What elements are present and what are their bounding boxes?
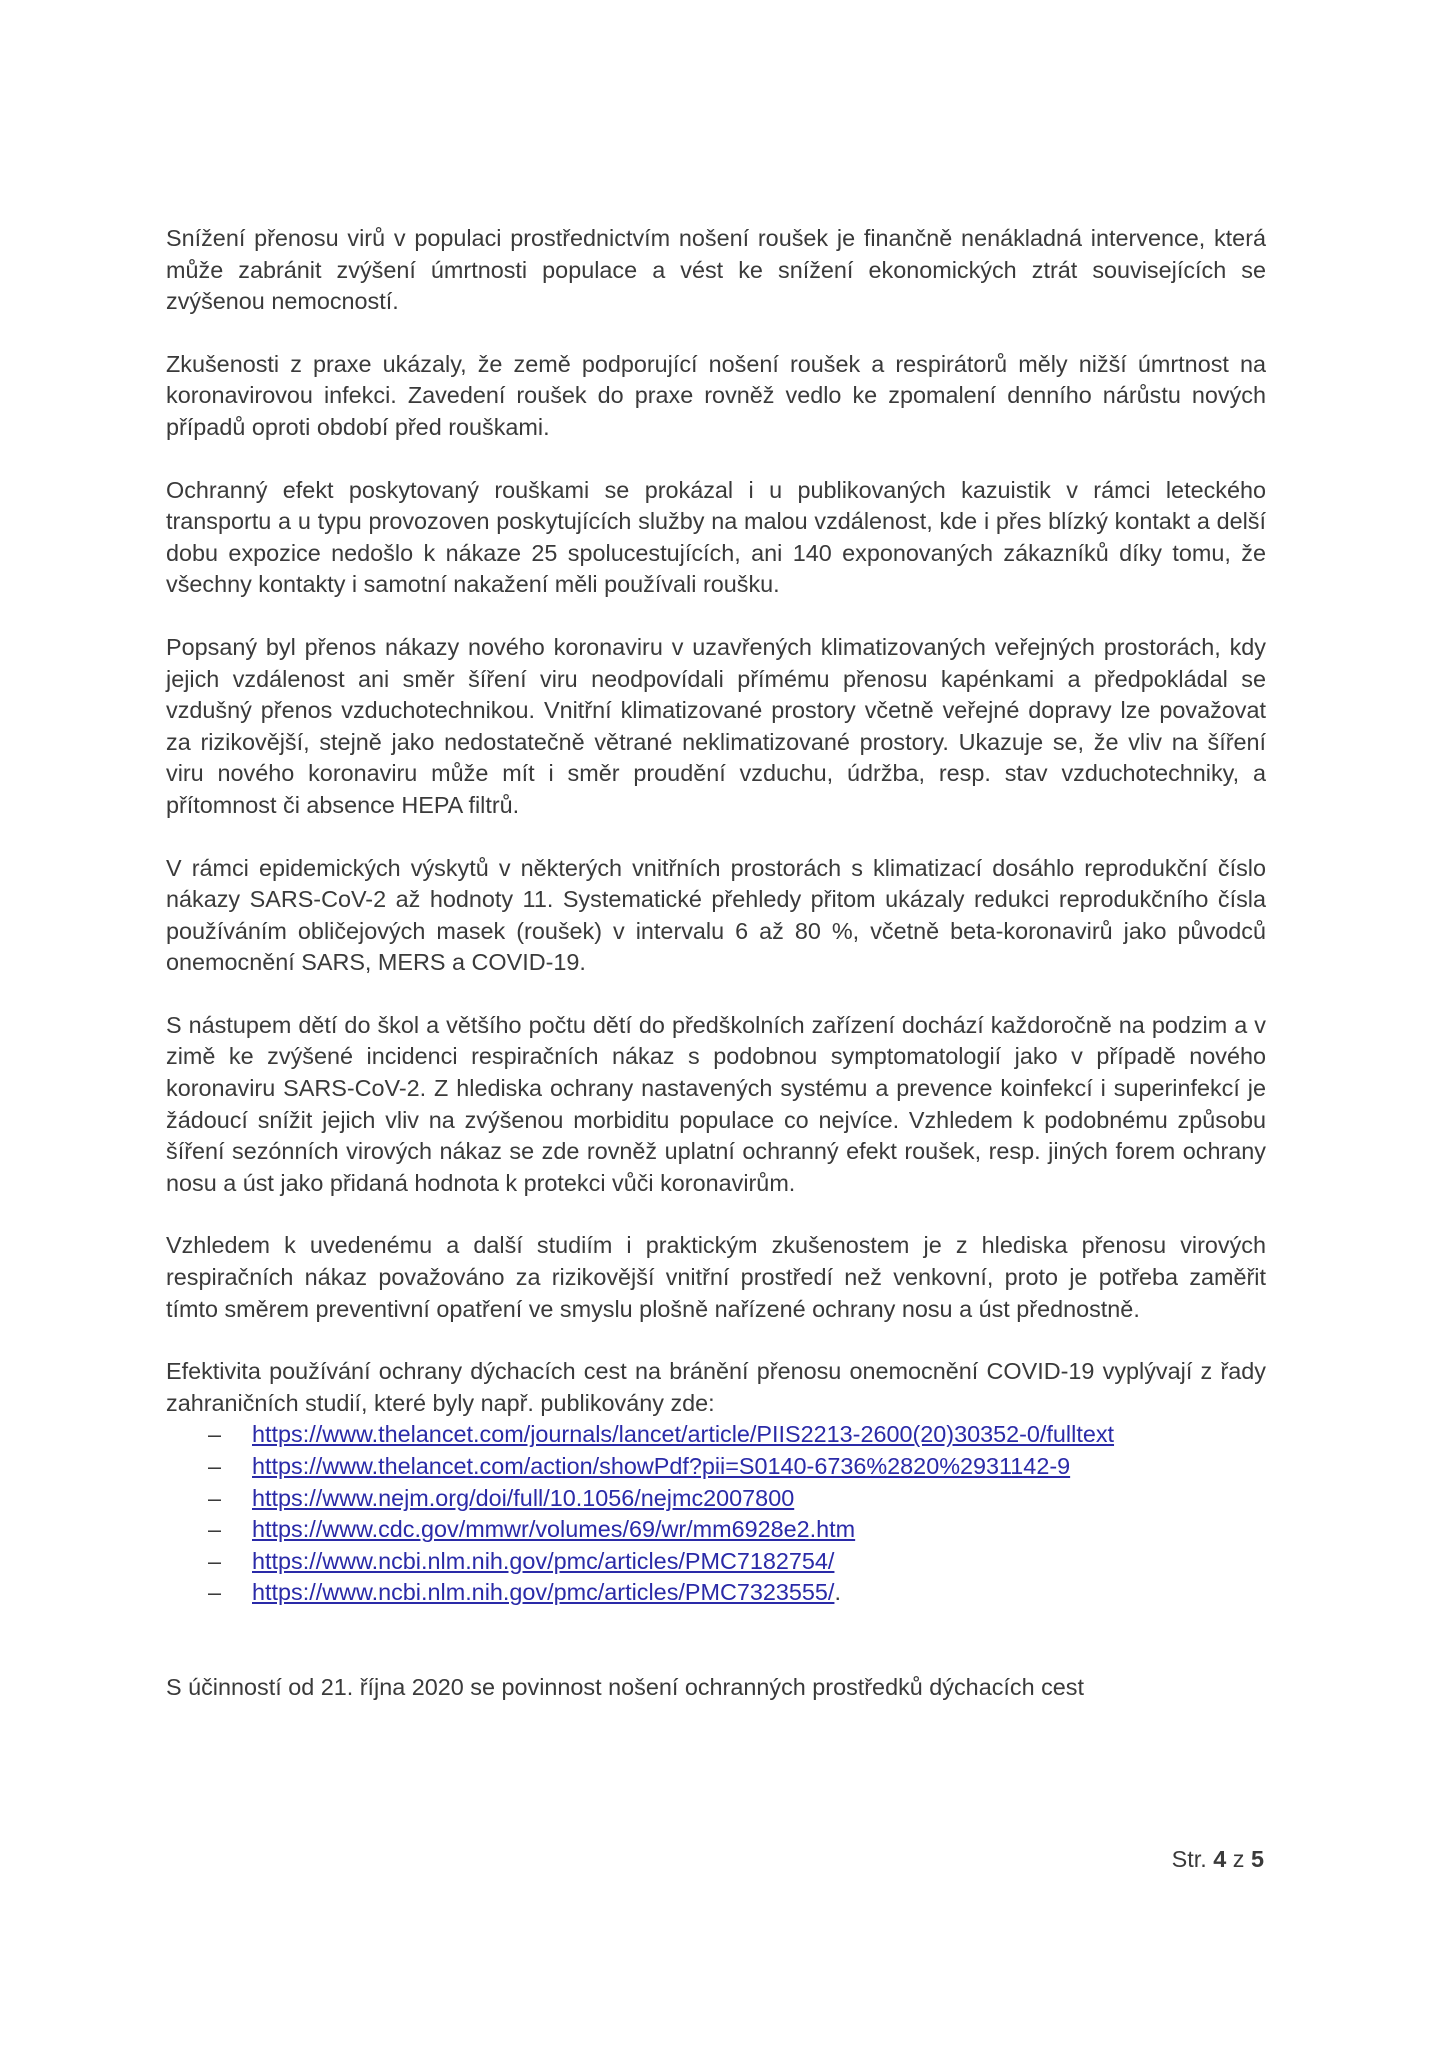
reference-link-ncbi-1[interactable]: https://www.ncbi.nlm.nih.gov/pmc/articles/PMC7182754/	[252, 1547, 835, 1574]
list-bullet: –	[208, 1484, 222, 1511]
reference-link-lancet-respiratory[interactable]: https://www.thelancet.com/journals/lancet/article/PIIS2213-2600(20)30352-0/fulltext	[252, 1421, 1115, 1448]
page-number	[1172, 1846, 1264, 1873]
paragraph-school-season: S nástupem dětí do škol a většího počtu dětí do předškolních zařízení dochází každoročně na podzim a v zimě ke zvýšené incidenci respiračních nákaz s podobnou symptomatologií jako v případě nového koronaviru SARS-CoV-2. Z hlediska ochrany nastavených systému a prevence koinfekcí i superinfekcí je žádoucí snížit jejich vliv na zvýšenou morbiditu populace co nejvíce. Vzhledem k podobnému způsobu šíření sezónních virových nákaz se zde rovněž uplatní ochranný efekt roušek, resp. jiných forem ochrany nosu a úst jako přidaná hodnota k protekci vůči koronavirům.	[166, 1011, 1266, 1196]
list-bullet: –	[208, 1516, 222, 1543]
paragraph-practical-experience: Zkušenosti z praxe ukázaly, že země podporující nošení roušek a respirátorů měly nižší úmrtnost na koronavirovou infekci. Zavedení roušek do praxe rovněž vedlo ke zpomalení denního nárůstu nových případů oproti období před rouškami.	[166, 350, 1266, 440]
page-number-separator: z	[1232, 1846, 1245, 1872]
reference-link-list	[166, 1419, 1266, 1609]
paragraph-cost-effective-intervention: Snížení přenosu virů v populaci prostřednictvím nošení roušek je finančně nenákladná intervence, která může zabránit zvýšení úmrtnosti populace a vést ke snížení ekonomických ztrát souvisejících se zvýšenou nemocností.	[166, 225, 1266, 315]
reference-link-lancet-pdf[interactable]: https://www.thelancet.com/action/showPdf?pii=S0140-6736%2820%2931142-9	[252, 1453, 1071, 1479]
list-item	[166, 1483, 1266, 1515]
list-item	[166, 1514, 1266, 1546]
reference-link-nejm[interactable]: https://www.nejm.org/doi/full/10.1056/nejmc2007800	[252, 1484, 795, 1511]
list-item	[166, 1451, 1266, 1483]
list-bullet: –	[208, 1421, 222, 1448]
reference-link-ncbi-2[interactable]: https://www.ncbi.nlm.nih.gov/pmc/articles/PMC7323555/	[252, 1579, 835, 1606]
link-trailing-period: .	[834, 1579, 841, 1606]
paragraph-reproduction-number: V rámci epidemických výskytů v některých vnitřních prostorách s klimatizací dosáhlo reprodukční číslo nákazy SARS-CoV-2 až hodnoty 11. Systematické přehledy přitom ukázaly redukci reprodukčního čísla používáním obličejových masek (roušek) v intervalu 6 až 80 %, včetně beta-koronavirů jako původců onemocnění SARS, MERS a COVID-19.	[166, 854, 1266, 976]
reference-link-cdc[interactable]: https://www.cdc.gov/mmwr/volumes/69/wr/mm6928e2.htm	[252, 1516, 856, 1543]
list-bullet: –	[208, 1453, 222, 1479]
paragraph-indoor-risk: Vzhledem k uvedenému a další studiím i praktickým zkušenostem je z hlediska přenosu virových respiračních nákaz považováno za rizikovější vnitřní prostředí než venkovní, proto je potřeba zaměřit tímto směrem preventivní opatření ve smyslu plošně nařízené ochrany nosu a úst přednostně.	[166, 1232, 1266, 1322]
page-number-prefix: Str.	[1171, 1846, 1207, 1872]
page-number-current: 4	[1213, 1846, 1227, 1872]
list-item	[166, 1577, 1266, 1609]
paragraph-effective-date: S účinností od 21. října 2020 se povinnost nošení ochranných prostředků dýchacích cest	[166, 1673, 1084, 1700]
page-number-total: 5	[1250, 1846, 1264, 1872]
list-item	[166, 1419, 1266, 1451]
paragraph-airborne-transmission: Popsaný byl přenos nákazy nového koronaviru v uzavřených klimatizovaných veřejných prostorách, kdy jejich vzdálenost ani směr šíření viru neodpovídali přímému přenosu kapénkami a předpokládal se vzdušný přenos vzduchotechnikou. Vnitřní klimatizované prostory včetně veřejné dopravy lze považovat za rizikovější, stejně jako nedostatečně větrané neklimatizované prostory. Ukazuje se, že vliv na šíření viru nového koronaviru může mít i směr proudění vzduchu, údržba, resp. stav vzduchotechniky, a přítomnost či absence HEPA filtrů.	[166, 633, 1266, 818]
paragraph-protective-effect: Ochranný efekt poskytovaný rouškami se prokázal i u publikovaných kazuistik v rámci leteckého transportu a u typu provozoven poskytujících služby na malou vzdálenost, kde i přes blízký kontakt a delší dobu expozice nedošlo k nákaze 25 spolucestujících, ani 140 exponovaných zákazníků díky tomu, že všechny kontakty i samotní nakažení měli používali roušku.	[166, 476, 1266, 598]
list-item	[166, 1546, 1266, 1578]
page-body	[166, 223, 1266, 1735]
list-bullet: –	[208, 1579, 222, 1606]
list-bullet: –	[208, 1547, 222, 1574]
paragraph-links-intro: Efektivita používání ochrany dýchacích cest na bránění přenosu onemocnění COVID-19 vyplývají z řady zahraničních studií, které byly např. publikovány zde:	[166, 1358, 1266, 1416]
